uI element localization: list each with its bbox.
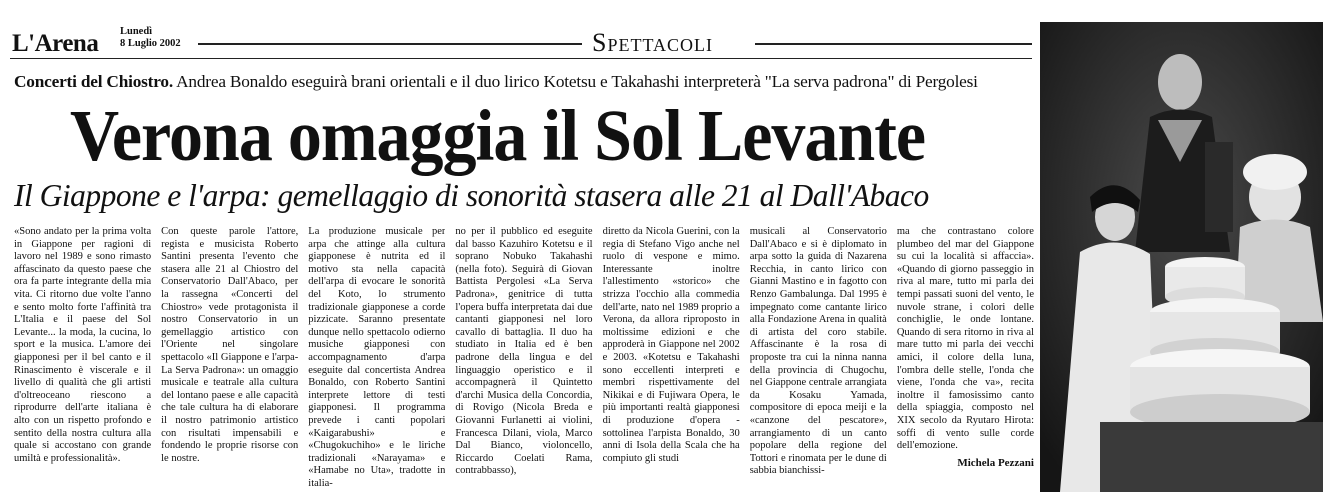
- newspaper-logo: L'Arena: [12, 30, 99, 57]
- article-photo: [1040, 22, 1323, 492]
- article-column-6: musicali al Conservatorio Dall'Abaco e si è diplomato in arpa sotto la guida di Nazarena Recchia, in canto lirico con Gianni Mastino e in fagotto con Renzo Gambalunga. Dal 1995 è impegnato come cantante lirico alla Fondazione Arena in qualità di artista del coro stabile. Affascinante è la rosa di proposte tra cui la ninna nanna della provincia di Chugochu, nel Giappone centrale arrangiata da Kosaku Yamada, compositore di epoca meiji e la «canzone del pescatore», arrangiamento di un canto popolare della regione del Tottori e rinomata per le dune di sabbia bianchissi-: [749, 226, 887, 477]
- issue-day: Lunedì: [120, 26, 153, 37]
- article-subheadline: Il Giappone e l'arpa: gemellaggio di sonorità stasera alle 21 al Dall'Abaco: [14, 178, 929, 213]
- article-column-7-text: ma che contrastano colore plumbeo del mar del Giappone su cui la località si affaccia». «Quando di giorno passeggio in riva al mare, tutto mi parla dei tempi passati suoni del vento, le nuvole strane, i colori delle conchiglie, le onde lontane. Quando di sera ritorno in riva al mare tutto mi parla dei vecchi amici, il colore della luna, l'ombra delle stelle, l'onda che viene, l'onda che va», recita inoltre il famosissimo canto della spiaggia, composto nel XIX secolo da Ryutaro Hirota: soffi di vento sulle corde dell'emozione.: [896, 226, 1034, 452]
- kicker-label: Concerti del Chiostro.: [14, 72, 173, 91]
- article-author: Michela Pezzani: [957, 456, 1034, 469]
- article-column-5: diretto da Nicola Guerini, con la regia di Stefano Vigo anche nel ruolo di vespone e mimo. Interessante inoltre l'allestimento «storico» che strizza l'occhio alla commedia dell'arte, nato nel 1989 proprio a Verona, da allora riproposto in moltissime edizioni e che approderà in Giappone nel 2002 e 2003. «Kotetsu e Takahashi sono eccellenti interpreti e membri rispettivamente del Nikikai e di Fujiwara Opera, le più importanti realtà giapponesi di produzione d'opera - sottolinea l'arpista Bonaldo, 30 anni di Isola della Scala che ha compiuto gli studi: [602, 226, 740, 464]
- article-column-7: [897, 226, 1034, 492]
- article-kicker: [14, 72, 1034, 92]
- masthead-rule-bottom: [10, 58, 1032, 59]
- masthead-rule-right: [755, 43, 1032, 45]
- article-column-2: Con queste parole l'attore, regista e musicista Roberto Santini presenta l'evento che stasera alle 21 al Chiostro del Conservatorio Dall'Abaco, per la rassegna «Concerti del Chiostro» vede protagonista il nostro Conservatorio in un gemellaggio artistico con l'Oriente nel singolare spettacolo «Il Giappone e l'arpa-La Serva Padrona»: un omaggio musicale e teatrale alla cultura del lontano paese e alle capacità che tale cultura ha di elaborare il nostro patrimonio artistico con risultati impensabili e fondendo le proprie risorse con le nostre.: [161, 226, 299, 464]
- article-column-3: La produzione musicale per arpa che attinge alla cultura giapponese è nutrita ed il motivo sta nella capacità dell'arpa di evocare le sonorità del Koto, lo strumento tradizionale giapponese a corde pizzicate. Saranno presentate dunque nello spettacolo odierno musiche giapponesi con accompagnamento d'arpa eseguite dal concertista Andrea Bonaldo, con Roberto Santini interprete lettore di testi giapponesi. Il programma prevede i canti popolari «Kaigarabushi» e «Chugokuchiho» e le liriche tradizionali «Narayama» e «Hamabe no Uta», tradotte in italia-: [308, 226, 446, 489]
- kicker-text: Andrea Bonaldo eseguirà brani orientali e il duo lirico Kotetsu e Takahashi interpreterà "La serva padrona" di Pergolesi: [172, 72, 978, 91]
- issue-date-text: 8 Luglio 2002: [120, 38, 181, 49]
- article-headline: Verona omaggia il Sol Levante: [70, 94, 926, 177]
- masthead: [10, 26, 1032, 56]
- masthead-rule-left: [198, 43, 582, 45]
- article-body: [14, 226, 1034, 492]
- issue-date: [120, 26, 181, 50]
- singers-photo-illustration: [1040, 22, 1323, 492]
- section-title: Spettacoli: [592, 28, 714, 57]
- article-column-4: no per il pubblico ed eseguite dal basso Kazuhiro Kotetsu e il soprano Nobuko Takahashi (nella foto). Seguirà di Giovan Battista Pergolesi «La Serva Padrona», genitrice di tutta l'opera buffa interpretata dai due cantanti giapponesi nel loro cavallo di battaglia. Il duo ha studiato in Italia ed è ben padrone della lingua e del linguaggio operistico e il accompagnerà il Quintetto d'archi Musica della Concordia, di Rovigo (Nicola Breda e Giovanni Furlanetti ai violini, Francesca Dilani, viola, Marco Dal Bianco, violoncello, Riccardo Coelati Rama, contrabbasso),: [455, 226, 593, 477]
- article-column-1: «Sono andato per la prima volta in Giappone per ragioni di lavoro nel 1989 e sono rimasto affascinato da questo paese che ora fa parte integrante della mia vita. Ci ritorno due volte l'anno e sento molto forte l'affinità tra L'Italia e il paese del Sol Levante... la moda, la cucina, lo sport e la musica. L'amore dei giapponesi per il bel canto e il Rinascimento è viscerale e il livello di qualità che gli artisti d'oltreoceano riescono a riprodurre dell'arte italiana è alto con un rispetto profondo e sentito della nostra cultura alla quale si accostano con grande umiltà e professionalità».: [14, 226, 152, 464]
